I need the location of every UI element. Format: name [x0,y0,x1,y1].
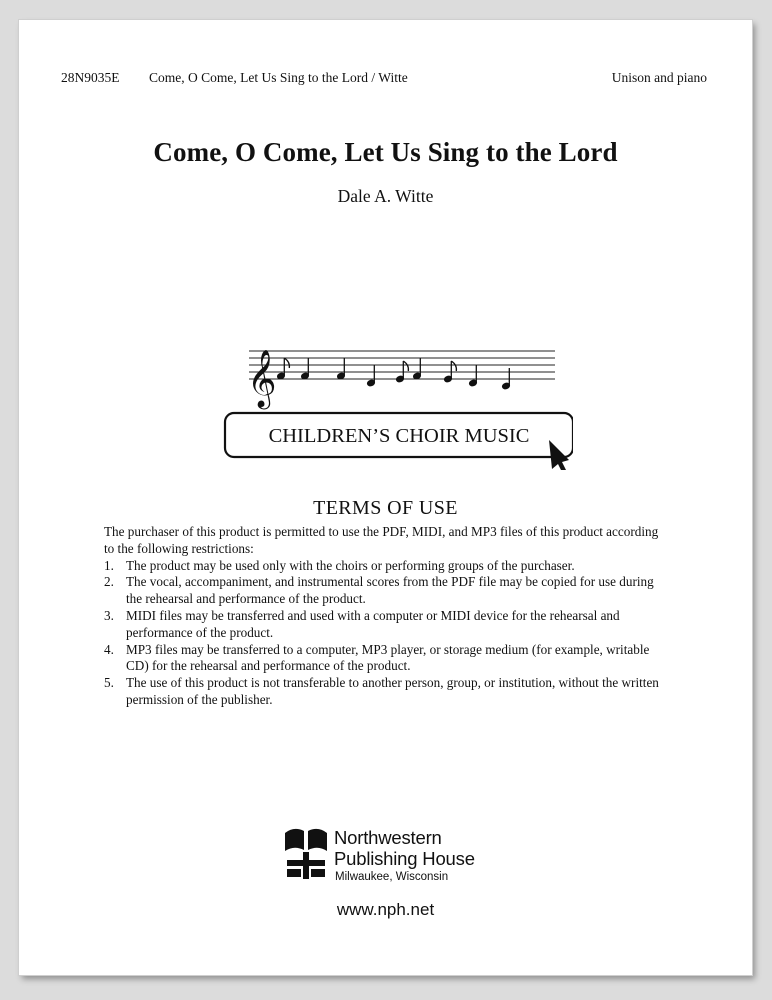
terms-item [104,675,664,709]
terms-item-text: The vocal, accompaniment, and instrumental scores from the PDF file may be copied for use during the rehearsal and performance of the product. [126,574,654,607]
publisher-location: Milwaukee, Wisconsin [335,871,449,883]
terms-list [104,558,664,709]
terms-intro: The purchaser of this product is permitted to use the PDF, MIDI, and MP3 files of this product according to the following restrictions: [104,524,659,556]
publisher-name-line2: Publishing House [334,848,475,869]
terms-item-number: 4. [104,641,114,657]
childrens-choir-music-logo [203,325,573,470]
logo-banner-text: CHILDREN’S CHOIR MUSIC [268,425,530,447]
terms-heading: TERMS OF USE [313,497,458,519]
terms-item [104,642,664,676]
document-page [19,20,752,975]
publisher-name [334,827,475,869]
publisher-url[interactable]: www.nph.net [336,900,435,919]
terms-of-use [104,524,664,709]
terms-item-number: 1. [104,557,114,573]
terms-item [104,558,664,575]
terms-item-text: The use of this product is not transferable to another person, group, or institution, without the written permission of the publisher. [126,675,659,707]
page-title: Come, O Come, Let Us Sing to the Lord [153,137,618,167]
terms-item-number: 5. [104,675,114,691]
composer-name: Dale A. Witte [337,186,434,206]
publisher-name-line1: Northwestern [334,827,442,848]
nph-logo-icon [283,825,329,881]
running-title: Come, O Come, Let Us Sing to the Lord / Witte [149,70,408,85]
terms-item-number: 2. [104,574,114,590]
terms-item [104,574,664,608]
terms-item-text: The product may be used only with the choirs or performing groups of the purchaser. [126,557,575,573]
treble-clef-icon: 𝄞 [247,349,277,407]
catalog-number: 28N9035E [61,70,120,85]
terms-item-text: MP3 files may be transferred to a computer, MP3 player, or storage medium (for example, writable CD) for the rehearsal and performance of the product. [126,641,650,674]
voicing: Unison and piano [611,70,707,85]
music-notes [277,358,510,390]
terms-item-number: 3. [104,607,114,623]
terms-item [104,608,664,642]
terms-item-text: MIDI files may be transferred and used with a computer or MIDI device for the rehearsal and performance of the product. [126,607,620,640]
